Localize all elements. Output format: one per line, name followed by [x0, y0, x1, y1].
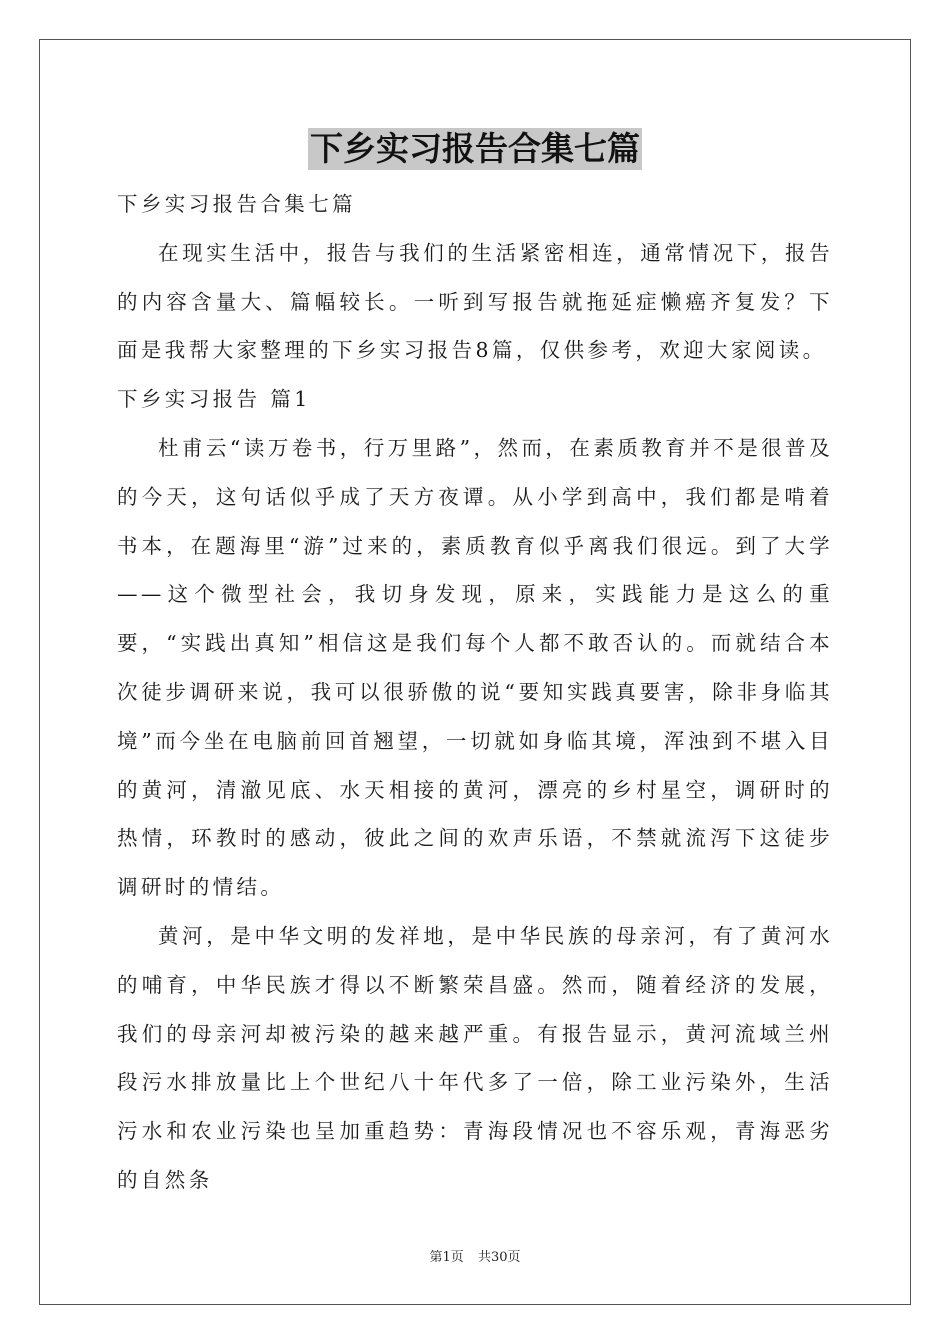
- page-footer: [0, 1246, 950, 1265]
- document-body: [117, 180, 833, 1205]
- section-heading: 下乡实习报告 篇1: [117, 387, 311, 412]
- intro-paragraph: 在现实生活中，报告与我们的生活紧密相连，通常情况下，报告的内容含量大、篇幅较长。一听到写报告就拖延症懒癌齐复发？下面是我帮大家整理的下乡实习报告8篇，仅供参考，欢迎大家阅读。: [117, 240, 833, 363]
- page-total: 共30页: [477, 1250, 521, 1265]
- document-title: 下乡实习报告合集七篇: [310, 129, 640, 168]
- body-paragraph-2: 黄河，是中华文明的发祥地，是中华民族的母亲河，有了黄河水的哺育，中华民族才得以不断繁荣昌盛。然而，随着经济的发展，我们的母亲河却被污染的越来越严重。有报告显示，黄河流域兰州段污水排放量比上个世纪八十年代多了一倍，除工业污染外，生活污水和农业污染也呈加重趋势：青海段情况也不容乐观，青海恶劣的自然条: [117, 923, 833, 1192]
- body-paragraph-1: 杜甫云“读万卷书，行万里路”，然而，在素质教育并不是很普及的今天，这句话似乎成了天方夜谭。从小学到高中，我们都是啃着书本，在题海里“游”过来的，素质教育似乎离我们很远。到了大学——这个微型社会，我切身发现，原来，实践能力是这么的重要，“实践出真知”相信这是我们每个人都不敢否认的。而就结合本次徒步调研来说，我可以很骄傲的说“要知实践真要害，除非身临其境”而今坐在电脑前回首翘望，一切就如身临其境，浑浊到不堪入目的黄河，清澈见底、水天相接的黄河，漂亮的乡村星空，调研时的热情，环教时的感动，彼此之间的欢声乐语，不禁就流泻下这徒步调研时的情结。: [117, 435, 833, 900]
- page-number: 第1页: [429, 1250, 464, 1265]
- document-subtitle: 下乡实习报告合集七篇: [117, 192, 356, 216]
- title-container: [0, 128, 950, 170]
